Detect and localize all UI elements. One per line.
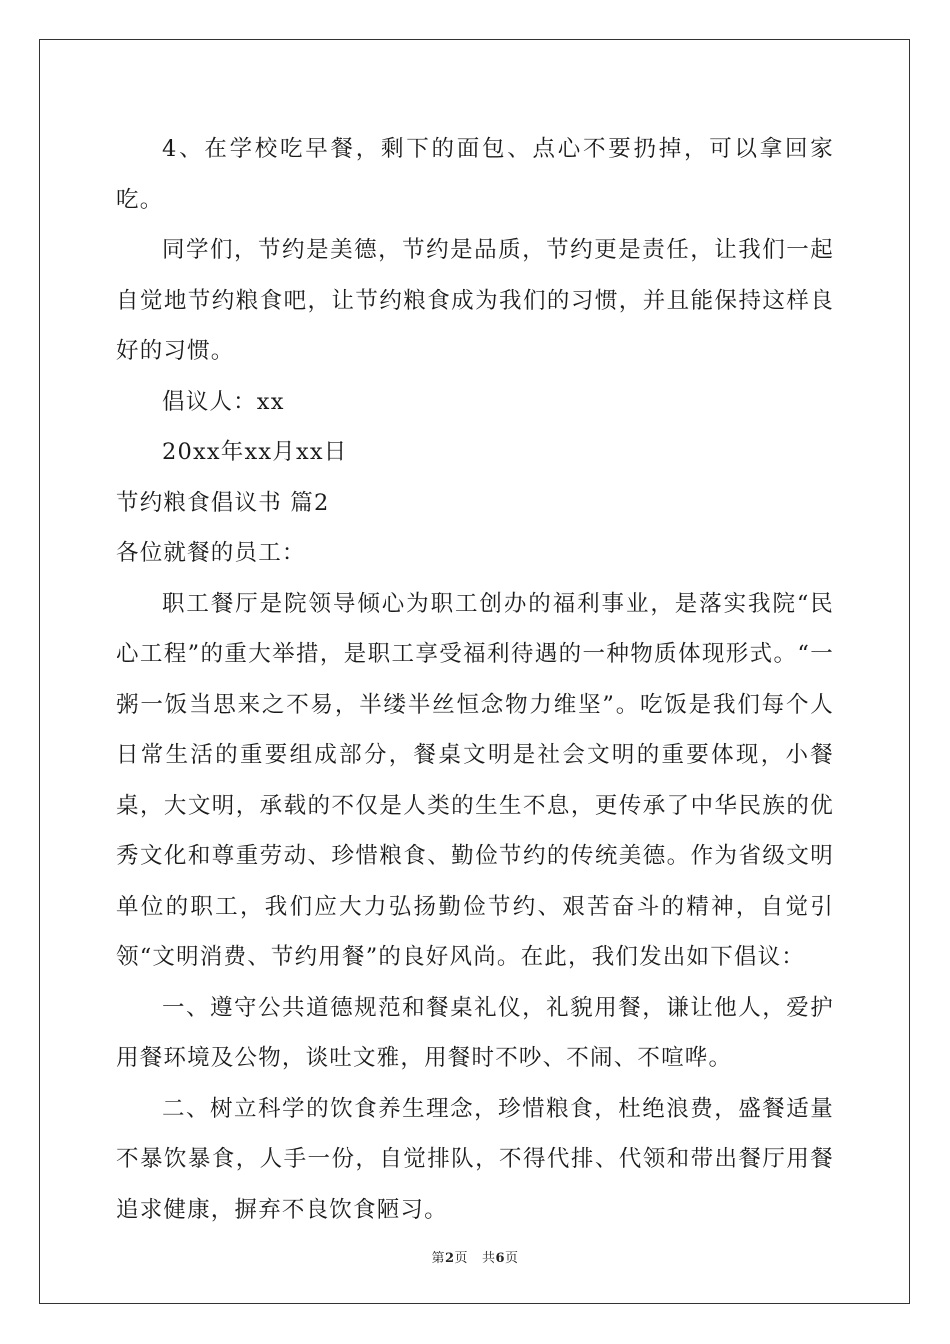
page-footer [0, 1247, 950, 1266]
total-pages: 6 [495, 1251, 506, 1266]
page-number: 2 [444, 1251, 455, 1266]
signature-initiator: 倡议人：xx [162, 388, 285, 415]
paragraph-item-4: 4、在学校吃早餐，剩下的面包、点心不要扔掉，可以拿回家吃。 [116, 136, 834, 213]
paragraph-proposal-2: 二、树立科学的饮食养生理念，珍惜粮食，杜绝浪费，盛餐适量不暴饮暴食，人手一份，自觉排队，不得代排、代领和带出餐厅用餐追求健康，摒弃不良饮食陋习。 [116, 1095, 834, 1223]
page-suffix: 页 [454, 1251, 469, 1266]
total-suffix: 页 [505, 1251, 519, 1266]
section-heading: 节约粮食倡议书 篇2 [116, 489, 330, 516]
paragraph-closing-appeal: 同学们，节约是美德，节约是品质，节约更是责任，让我们一起自觉地节约粮食吧，让节约粮食成为我们的习惯，并且能保持这样良好的习惯。 [116, 237, 834, 364]
paragraph-proposal-1: 一、遵守公共道德规范和餐桌礼仪，礼貌用餐，谦让他人，爱护用餐环境及公物，谈吐文雅，用餐时不吵、不闹、不喧哗。 [116, 994, 834, 1071]
document-body [116, 124, 834, 1235]
signature-date: 20xx年xx月xx日 [162, 439, 348, 465]
paragraph-intro: 职工餐厅是院领导倾心为职工创办的福利事业，是落实我院“民心工程”的重大举措，是职工享受福利待遇的一种物质体现形式。“一粥一饭当思来之不易，半缕半丝恒念物力维坚”。吃饭是我们每个人日常生活的重要组成部分，餐桌文明是社会文明的重要体现，小餐桌，大文明，承载的不仅是人类的生生不息，更传承了中华民族的优秀文化和尊重劳动、珍惜粮食、勤俭节约的传统美德。作为省级文明单位的职工，我们应大力弘扬勤俭节约、艰苦奋斗的精神，自觉引领“文明消费、节约用餐”的良好风尚。在此，我们发出如下倡议： [116, 590, 834, 970]
salutation: 各位就餐的员工： [116, 540, 306, 566]
total-prefix: 共 [481, 1251, 496, 1266]
page-prefix: 第 [431, 1251, 445, 1266]
